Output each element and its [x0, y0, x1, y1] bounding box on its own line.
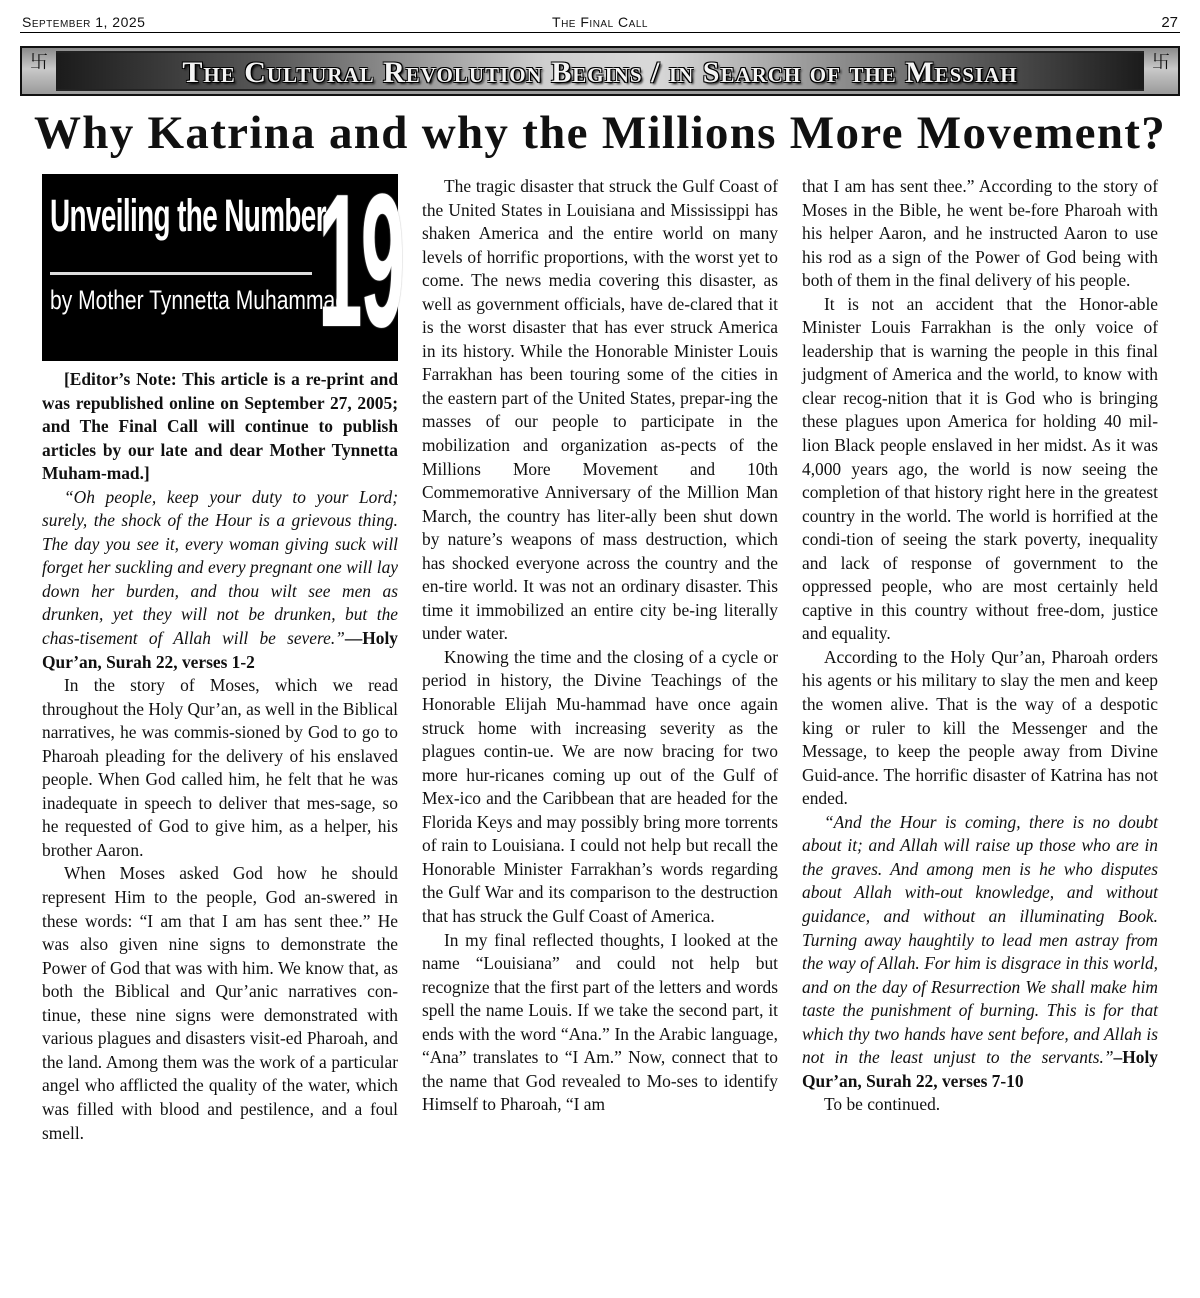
article-column-1 [42, 155, 404, 1145]
logo-divider [50, 272, 312, 275]
quote-text: “And the Hour is coming, there is no doubt about it; and Allah will raise up those who are in the graves. And among men is he who disputes about Allah with-out knowledge, and without guidance, and without an illuminating Book. Turning away haughtily to lead men astray from the way of Allah. For him is disgrace in this world, and on the day of Resurrection We shall make him taste the punishment of burning. This is for that which thy two hands have sent before, and Allah is not in the least unjust to the servants.” [802, 811, 1158, 1068]
body-paragraph-continued: that I am has sent thee.” According to the story of Moses in the Bible, he went be-fore Pharoah with his helper Aaron, and he instructed Aaron to use his rod as a sign of the Power of God being with both of them in the final delivery of his people. [802, 176, 1158, 291]
editors-note: [Editor’s Note: This article is a re-print and was republished online on September 27, 2005; and The Final Call will continue to publish articles by our late and dear Mother Tynnetta Muham-mad.] [42, 369, 398, 484]
ornament-knot-icon: 卐 [1152, 52, 1170, 73]
quote-text: “Oh people, keep your duty to your Lord; surely, the shock of the Hour is a grievous thing. The day you see it, every woman giving suck will forget her suckling and every pregnant one will lay down her burden, and thou wilt see men as drunken, yet they will not be drunken, but the chas-tisement of Allah will be severe.” [42, 486, 398, 649]
logo-title: Unveiling the Number [50, 190, 326, 241]
body-paragraph: In the story of Moses, which we read throughout the Holy Qur’an, as well in the Biblical narratives, he was commis-sioned by God to go to Pharoah pleading for the delivery of his enslaved people. When God called him, he felt that he was inadequate in speech to deliver that mes-sage, so he requested of God to give him, as a helper, his brother Aaron. [42, 675, 398, 860]
issue-date: September 1, 2025 [22, 14, 146, 30]
article-column-2 [422, 175, 778, 1117]
newspaper-name: The Final Call [552, 14, 648, 30]
banner-title: The Cultural Revolution Begins / in Search of the Messiah [182, 56, 1018, 89]
column-logo [42, 155, 404, 367]
quote-source: —Holy Qur’an, Surah 22, verses 1-2 [42, 628, 398, 672]
section-banner [20, 46, 1180, 96]
page-folio [20, 12, 1180, 33]
body-paragraph: It is not an accident that the Honor-able Minister Louis Farrakhan is the only voice of leadership that is warning the people in this final judgment of America and the world, to know with clear recog-nition that it is God who is bringing these plagues upon America for holding 40 mil-lion Black people enslaved in her midst. As it was 4,000 years ago, the world is now seeing the completion of that history right here in the greatest country in the world. The world is horrified at the condi-tion of seeing the stark poverty, inequality and lack of response of government to the oppressed people, who are most certainly held captive in this country without free-dom, justice and equality. [802, 293, 1158, 644]
body-paragraph: Knowing the time and the closing of a cycle or period in history, the Divine Teachings of the Honorable Elijah Mu-hammad have once again struck home with increasing severity as the plagues contin-ue. We are now bracing for two more hur-ricanes coming up out of the Gulf of Mex-ico and the Caribbean that are headed for the Florida Keys and may possibly bring more torrents of rain to Louisiana. I could not help but recall the Honorable Minister Farrakhan’s words regarding the Gulf War and its comparison to the destruction that has struck the Gulf Coast of America. [422, 646, 778, 926]
page-number: 27 [1161, 14, 1178, 31]
closing-quote [802, 811, 1158, 1094]
article-headline: Why Katrina and why the Millions More Movement? [33, 107, 1167, 159]
body-paragraph: According to the Holy Qur’an, Pharoah orders his agents or his military to slay the men and keep the women alive. That is the way of a despotic king or ruler to kill the Messenger and the Message, to keep the people away from Divine Guid-ance. The horrific disaster of Katrina has not ended. [802, 646, 1158, 809]
logo-byline: by Mother Tynnetta Muhammad [50, 285, 347, 315]
ornament-knot-icon: 卐 [30, 52, 48, 73]
article-column-3 [802, 175, 1158, 1117]
continued-note: To be continued. [824, 1094, 941, 1115]
body-paragraph: When Moses asked God how he should represent Him to the people, God an-swered in these words: “I am that I am has sent thee.” He was also given nine signs to demonstrate the Power of God that was with him. We know that, as both the Biblical and Qur’anic narratives con-tinue, these nine signs were demonstrated with various plagues and disasters visit-ed Pharoah, and the land. Among them was the work of a particular angel who afflicted the quality of the water, which was filled with blood and pestilence, and a foul smell. [42, 863, 398, 1143]
body-paragraph: In my final reflected thoughts, I looked at the name “Louisiana” and could not help but recognize that the first part of the letters and words spell the name Louis. If we take the second part, it ends with the word “Ana.” In the Arabic language, “Ana” translates to “I Am.” Now, connect that to the name that God revealed to Mo-ses to identify Himself to Pharoah, “I am [422, 929, 778, 1115]
logo-number: 19 [318, 155, 404, 367]
quote-source: –Holy Qur’an, Surah 22, verses 7-10 [802, 1047, 1158, 1091]
body-paragraph: The tragic disaster that struck the Gulf Coast of the United States in Louisiana and Mississippi has shaken America and the entire world on many levels of horrific proportions, with the worst yet to come. The news media covering this disaster, as well as government officials, have de-clared that it is the worst disaster that has ever struck America in its history. While the Honorable Minister Louis Farrakhan has been touring some of the cities in the eastern part of the United States, prepar-ing the masses of our people to participate in the mobilization and organization as-pects of the Millions More Movement and 10th Commemorative Anniversary of the Million Man March, the country has liter-ally been shut down by nature’s weapons of mass destruction, which has shocked everyone across the country and the en-tire world. It was not an ordinary disaster. This time it immobilized an entire city be-ing literally under water. [422, 176, 778, 644]
opening-quote [42, 486, 398, 674]
